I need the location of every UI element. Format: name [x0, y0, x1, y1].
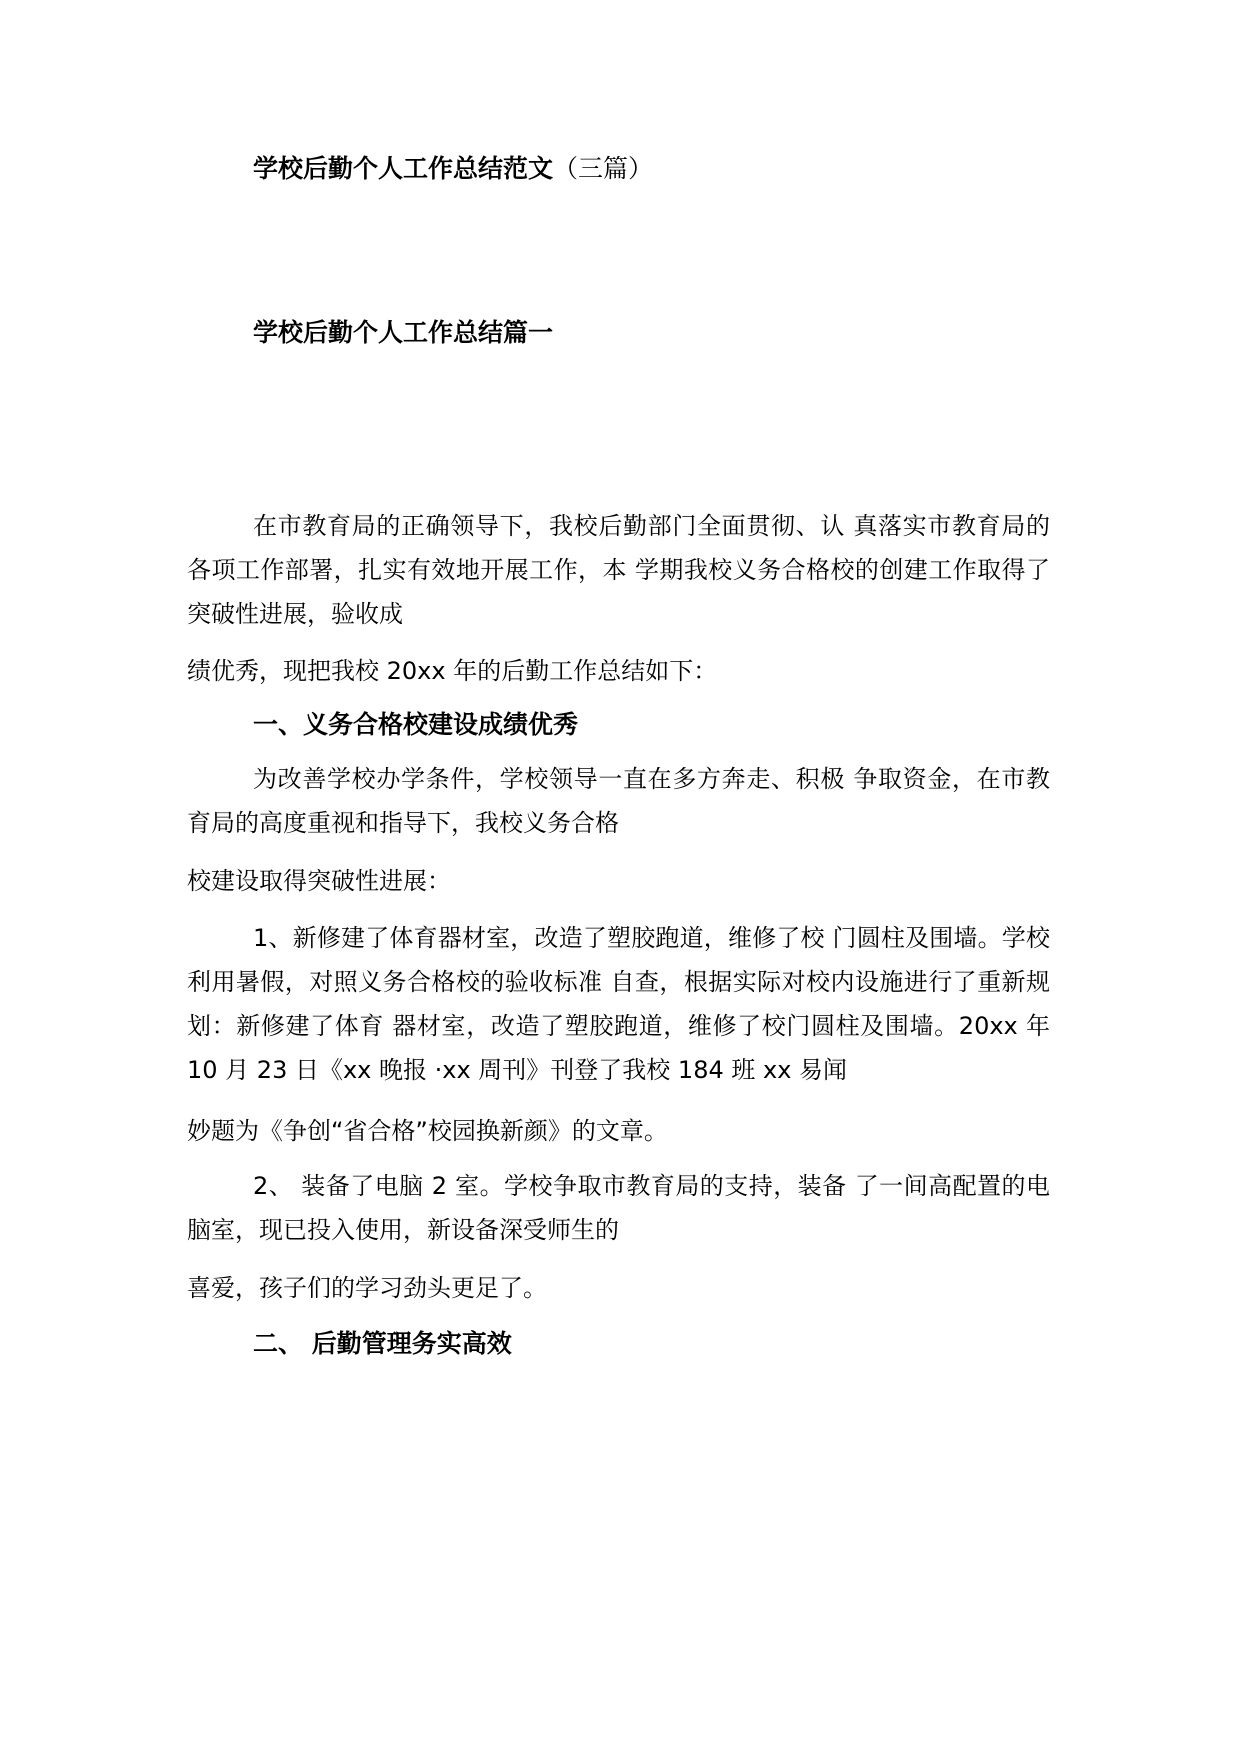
document-title [253, 153, 653, 185]
heading-section-2: 二、 后勤管理务实高效 [253, 1329, 512, 1358]
paragraph-item-2-continued: 喜爱，孩子们的学习劲头更足了。 [187, 1274, 547, 1302]
paragraph-item-2: 2、 装备了电脑 2 室。学校争取市教育局的支持，装备 了一间高配置的电脑室，现已投入使用，新设备深受师生的 [187, 1172, 1050, 1244]
section-title: 学校后勤个人工作总结篇一 [253, 318, 554, 347]
paragraph-funding: 为改善学校办学条件，学校领导一直在多方奔走、积极 争取资金，在市教育局的高度重视和指导下，我校义务合格 [187, 765, 1050, 837]
paragraph-intro-continued: 绩优秀，现把我校 20xx 年的后勤工作总结如下： [187, 657, 718, 685]
paragraph-funding-continued: 校建设取得突破性进展： [187, 867, 451, 895]
document-title-suffix: （三篇） [553, 154, 654, 183]
paragraph-item-1: 1、新修建了体育器材室，改造了塑胶跑道，维修了校 门圆柱及围墙。学校利用暑假，对照义务合格校的验收标准 自查，根据实际对校内设施进行了重新规划：新修建了体育 器材室，改造了塑胶跑道，维修了校门圆柱及围墙。20xx 年 10 月 23 日《xx 晚报 ·xx 周刊》刊登了我校 184 班 xx 易闻 [187, 924, 1050, 1084]
heading-section-1: 一、义务合格校建设成绩优秀 [253, 710, 579, 739]
paragraph-intro: 在市教育局的正确领导下，我校后勤部门全面贯彻、认 真落实市教育局的各项工作部署，扎实有效地开展工作，本 学期我校义务合格校的创建工作取得了突破性进展，验收成 [187, 512, 1050, 628]
document-title-main: 学校后勤个人工作总结范文 [253, 154, 554, 183]
paragraph-item-1-continued: 妙题为《争创“省合格”校园换新颜》的文章。 [187, 1117, 668, 1145]
